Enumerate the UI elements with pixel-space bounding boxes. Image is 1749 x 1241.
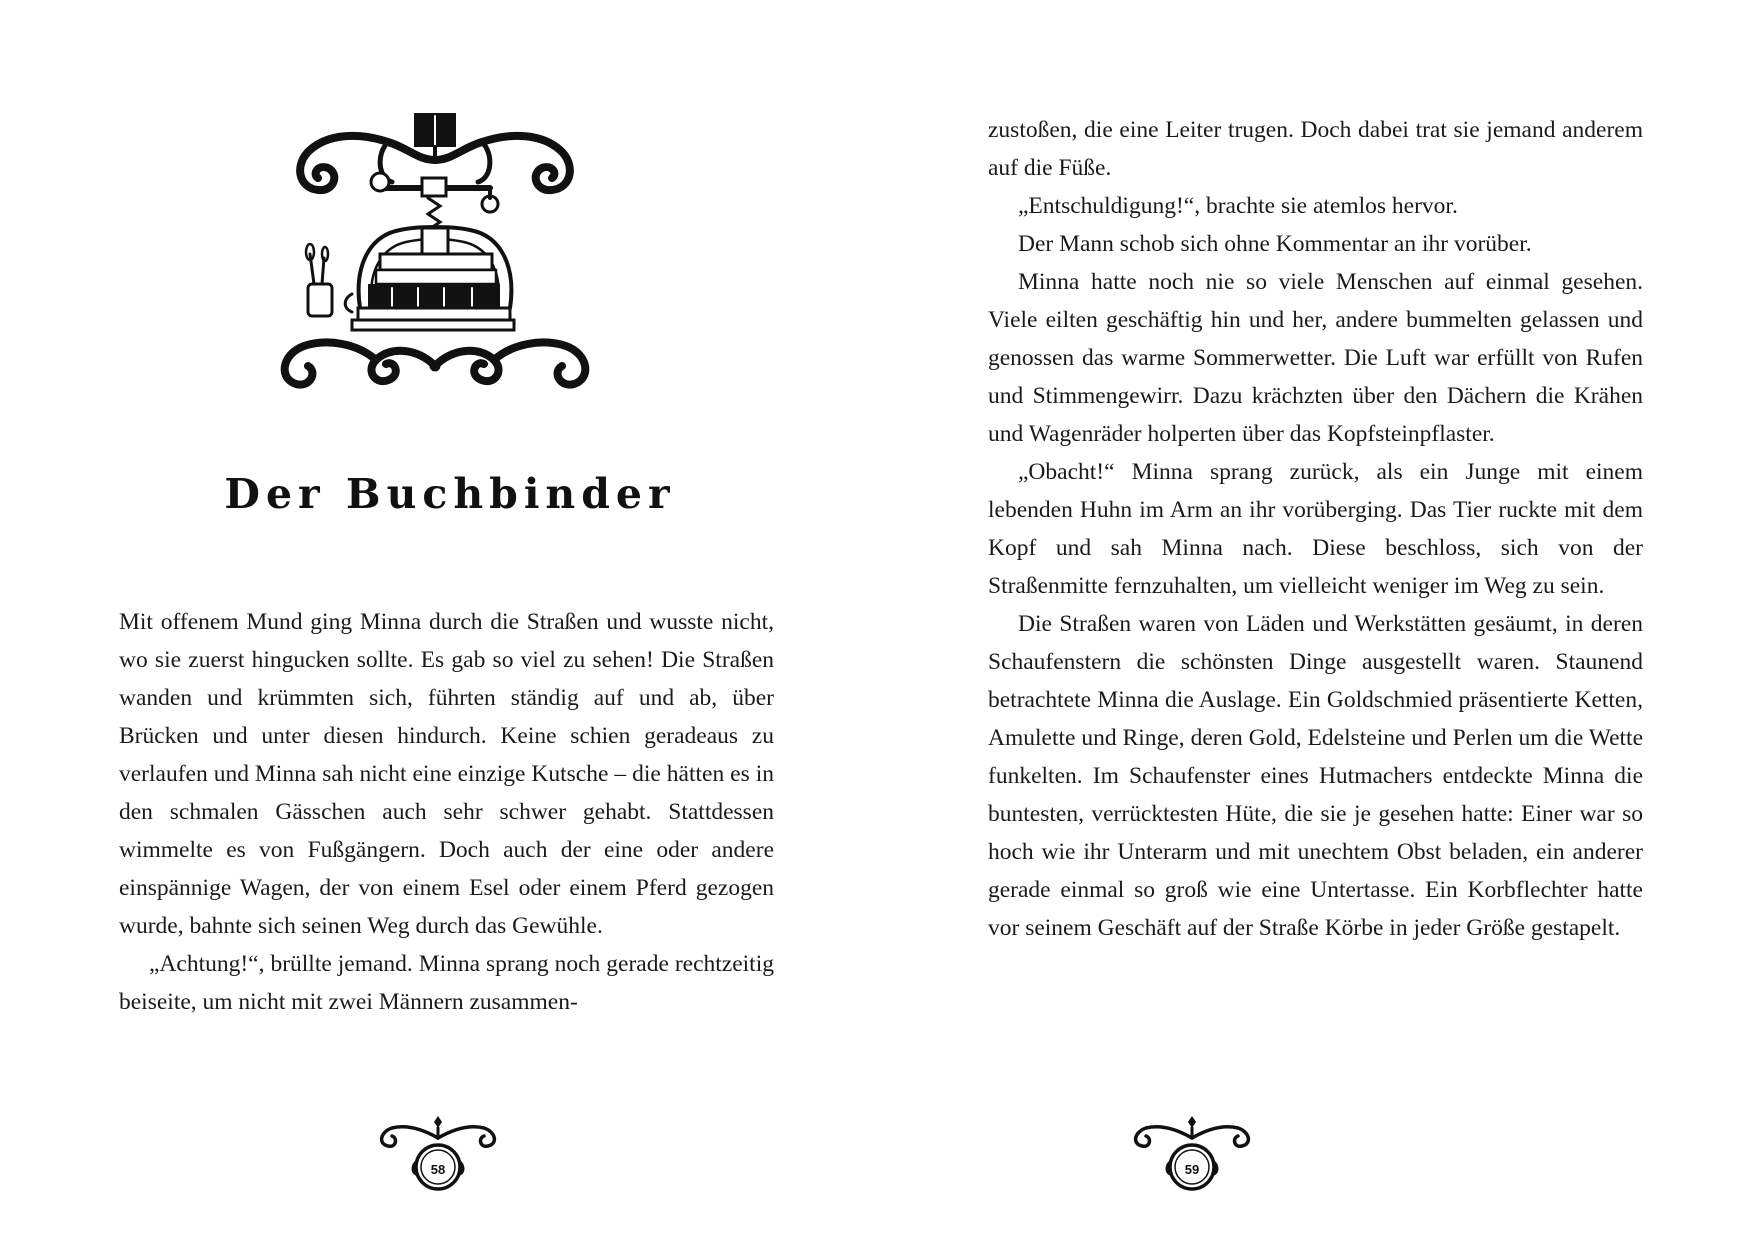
paragraph: Der Mann schob sich ohne Kommentar an ihr vorüber.	[1018, 231, 1532, 257]
page-number-ornament	[1122, 1110, 1262, 1200]
left-page	[0, 0, 874, 1241]
left-page-body-text	[119, 603, 774, 1021]
book-press-illustration-icon	[268, 108, 628, 438]
paragraph: Die Straßen waren von Läden und Werkstätten gesäumt, in deren Schaufenstern die schönsten Dinge ausgestellt waren. Staunend betrachtete Minna die Auslage. Ein Goldschmied präsentierte Ketten, Amulette und Ringe, deren Gold, Edelsteine und Perlen um die Wette funkelten. Im Schaufenster eines Hutmachers entdeckte Minna die buntesten, verrücktesten Hüte, die sie je gesehen hatte: Einer war so hoch wie ihr Unterarm und mit unechtem Obst beladen, ein anderer gerade einmal so groß wie eine Untertasse. Ein Korbflechter hatte vor seinem Geschäft auf der Straße Körbe in jeder Größe gestapelt.	[988, 611, 1643, 941]
paragraph: „Obacht!“ Minna sprang zurück, als ein Junge mit einem lebenden Huhn im Arm an ihr vorüberging. Das Tier ruckte mit dem Kopf und sah Minna nach. Diese beschloss, sich von der Straßenmitte fernzuhalten, um vielleicht weniger im Weg zu sein.	[988, 459, 1643, 599]
right-page	[874, 0, 1749, 1241]
chapter-title: Der Buchbinder	[224, 470, 676, 518]
scroll-ornament-icon	[368, 1110, 508, 1200]
paragraph: Minna hatte noch nie so viele Menschen auf einmal gesehen. Viele eilten geschäftig hin und her, andere bummelten gelassen und genossen das warme Sommerwetter. Die Luft war erfüllt von Rufen und Stimmengewirr. Dazu krächzten über den Dächern die Krähen und Wagenräder holperten über das Kopfsteinpflaster.	[988, 269, 1643, 447]
paragraph: „Achtung!“, brüllte jemand. Minna sprang noch gerade rechtzeitig beiseite, um nicht mit zwei Männern zusammen-	[119, 951, 774, 1015]
page-number: 58	[430, 1162, 446, 1177]
paragraph: zustoßen, die eine Leiter trugen. Doch dabei trat sie jemand anderem auf die Füße.	[988, 117, 1643, 181]
scroll-ornament-icon	[1122, 1110, 1262, 1200]
paragraph: „Entschuldigung!“, brachte sie atemlos hervor.	[1018, 193, 1458, 219]
page-number: 59	[1184, 1162, 1200, 1177]
page-number-ornament	[368, 1110, 508, 1200]
right-page-body-text	[988, 111, 1643, 947]
paragraph: Mit offenem Mund ging Minna durch die Straßen und wusste nicht, wo sie zuerst hingucken sollte. Es gab so viel zu sehen! Die Straßen wanden und krümmten sich, führten ständig auf und ab, über Brücken und unter diesen hindurch. Keine schien geradeaus zu verlaufen und Minna sah nicht eine einzige Kutsche – die hätten es in den schmalen Gässchen auch sehr schwer gehabt. Stattdessen wimmelte es von Fußgängern. Doch auch der eine oder andere einspännige Wagen, der von einem Esel oder einem Pferd gezogen wurde, bahnte sich seinen Weg durch das Gewühle.	[119, 609, 774, 939]
